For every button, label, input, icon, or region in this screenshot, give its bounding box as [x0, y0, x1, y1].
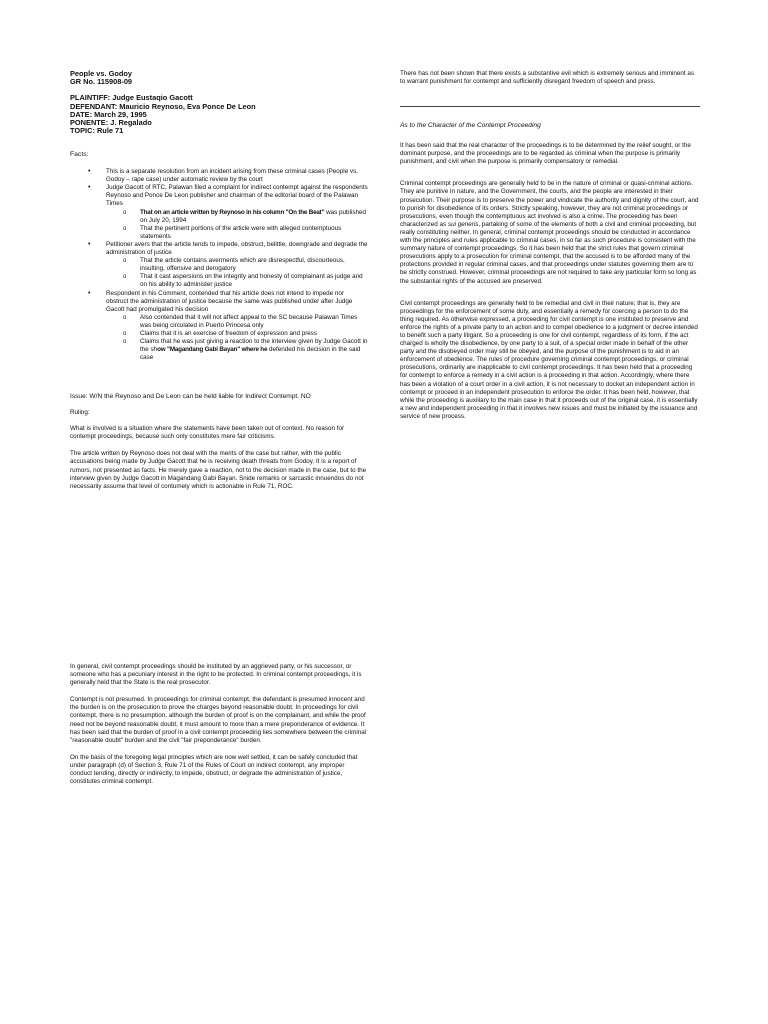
facts-section [70, 151, 368, 362]
list-item: o Claims that he was just giving a reaction to the interview given by Judge Gacott in the show "Magandang Gabi Bayan" where he defended his decision in the said case [140, 338, 368, 362]
list-item: o That the article contains averments which are disrespectful, discourteous, insulting, offensive and derogatory [140, 257, 368, 273]
plaintiff: PLAINTIFF: Judge Eustaqio Gacott [70, 93, 193, 103]
ruling-paragraph: The article written by Reynoso does not deal with the merits of the case but rather, with the public accusations being made by Judge Gacott that he is receiving death threats from Godoy. It is a report of rumors, not presented as facts. He merely gave a reaction, not to the decision made in the case, but to the interview given by Judge Gacott in Magandang Gabi Bayan. Snide remarks or sarcastic innuendos do not necessarily assume that level of contumely which is actionable in Rule 71, ROC. [70, 450, 367, 490]
list-item: • Judge Gacott of RTC, Palawan filed a complaint for indirect contempt against the respondents Reynoso and Ponce De Leon publisher and chairman of the editorial board of the Palawan Times o That on an article written by Reynoso in his column "On the Beat" was published on July 20, 1994 o That the pertinent portions of the article were with alleged contemptuous statements [106, 184, 368, 241]
paragraph: In general, civil contempt proceedings should be instituted by an aggrieved party, or his successor, or someone who has a pecuniary interest in the right to be protected. In criminal contempt proceedings, it is generally held that the State is the real prosecutor. [70, 663, 362, 687]
topic: TOPIC: Rule 71 [70, 126, 124, 136]
list-item: o That it cast aspersions on the integrity and honesty of complainant as judge and on his ability to administer justice [140, 273, 368, 289]
paragraph: Criminal contempt proceedings are generally held to be in the nature of criminal or quasi-criminal actions. They are punitive in nature, and the Government, the courts, and the people are interested in their prosecution. Their purpose is to preserve the power and vindicate the authority and dignity of the court, and to punish for disobedience of its orders. Strictly speaking, however, they are not criminal proceedings or prosecutions, even though the contemptuous act involved is also a crime. The proceeding has been characterized as sui generis, partaking of some of the elements of both a civil and criminal proceeding, but really constituting neither. In general, criminal contempt proceedings should be conducted in accordance with the principles and rules applicable to criminal cases, in so far as such procedure is consistent with the summary nature of contempt proceedings. So it has been held that the strict rules that govern criminal prosecutions apply to a prosecution for criminal contempt, that the accused is to be afforded many of the protections provided in regular criminal cases, and that proceedings under statutes governing them are to be strictly construed. However, criminal proceedings are not required to take any particular form so long as the substantial rights of the accused are preserved. [400, 180, 699, 285]
list-item: • Respondent in his Comment, contended that his article does not intend to impede nor obstruct the administration of justice because the same was published under after Judge Gacott had promulgated his decision o Also contended that it will not affect appeal to the SC because Palawan Times was being circulated in Puerto Princesa only o Claims that it is an exercise of freedom of expression and press o Claims that he was just giving a reaction to the interview given by Judge Gacott in the show "Magandang Gabi Bayan" where he defended his decision in the said case [106, 290, 368, 363]
case-header [70, 70, 368, 135]
section-subheading: As to the Character of the Contempt Proceeding [400, 122, 541, 129]
list-item: • Petitioner avers that the article tends to impede, obstruct, belittle, downgrade and degrade the administration of justice o That the article contains averments which are disrespectful, discourteous, insulting, offensive and derogatory o That it cast aspersions on the integrity and honesty of complainant as judge and on his ability to administer justice [106, 241, 368, 290]
ponente: PONENTE: J. Regalado [70, 118, 152, 128]
divider [400, 106, 700, 107]
paragraph: Contempt is not presumed. In proceedings for criminal contempt, the defendant is presumed innocent and the burden is on the prosecution to prove the charges beyond reasonable doubt. In proceedings for civil contempt, there is no presumption, although the burden of proof is on the complainant, and while the proof need not be beyond reasonable doubt, it must amount to more than a mere preponderance of evidence. It has been said that the burden of proof in a civil contempt proceeding lies somewhere between the criminal "reasonable doubt" burden and the civil "fair preponderance" burden. [70, 696, 367, 744]
lower-left-section [70, 663, 368, 786]
list-item: o That the pertinent portions of the article were with alleged contemptuous statements [140, 225, 368, 241]
paragraph: On the basis of the foregoing legal principles which are now well settled, it can be safely concluded that under paragraph (d) of Section 3, Rule 71 of the Rules of Court on indirect contempt, any improper conduct tending, directly or indirectly, to impede, obstruct, or degrade the administration of justice, constitutes criminal contempt. [70, 753, 358, 786]
list-item: o Claims that it is an exercise of freedom of expression and press [140, 330, 368, 338]
list-item: o Also contended that it will not affect appeal to the SC because Palawan Times was being circulated in Puerto Princesa only [140, 314, 368, 330]
paragraph: There has not been shown that there exists a substantive evil which is extremely serious and imminent as to warrant punishment for contempt and sufficiently disregard freedom of speech and press. [400, 70, 695, 86]
decision-date: DATE: March 29, 1995 [70, 109, 147, 119]
ruling-heading: Ruling: [70, 409, 90, 417]
list-item: • This is a separate resolution from an incident arising from these criminal cases (People vs. Godoy – rape case) under automatic review by the court [106, 168, 368, 184]
issue-text: Issue: W/N the Reynoso and De Leon can be held liable for Indirect Contempt. NO [70, 393, 311, 400]
issue-ruling-section [70, 393, 368, 491]
paragraph: It has been said that the real character of the proceedings is to be determined by the relief sought, or the dominant purpose, and the proceedings are to be regarded as criminal when the purpose is primarily punishment, and civil when the purpose is primarily compensatory or remedial. [400, 142, 691, 166]
sub-list [106, 209, 368, 241]
right-column-body [400, 122, 700, 421]
defendant: DEFENDANT: Mauricio Reynoso, Eva Ponce De Leon [70, 101, 256, 111]
sub-list [106, 314, 368, 363]
list-item: o That on an article written by Reynoso in his column "On the Beat" was published on July 20, 1994 [140, 209, 368, 225]
sub-list [106, 257, 368, 289]
ruling-paragraph: What is involved is a situation where the statements have been taken out of context. No reason for contempt proceedings, because such only constitutes mere fair criticisms. [70, 425, 345, 441]
case-title: People vs. Godoy [70, 69, 133, 78]
gr-number: GR No. 115908-09 [70, 77, 133, 87]
facts-heading: Facts: [70, 151, 89, 158]
right-top-paragraph [400, 70, 700, 86]
facts-list [70, 168, 368, 362]
paragraph: Civil contempt proceedings are generally held to be remedial and civil in their nature; that is, they are proceedings for the enforcement of some duty, and essentially a remedy for coercing a person to do the thing required. As otherwise expressed, a proceeding for civil contempt is one instituted to preserve and enforce the rights of a private party to an action and to compel obedience to a judgment or decree intended to benefit such a party litigant. So a proceeding is one for civil contempt, regardless of its form, if the act charged is wholly the disobedience, by one party to a suit, of a special order made in behalf of the other party and the disobeyed order may still be obeyed, and the purpose of the punishment is to aid in an enforcement of obedience. The rules of procedure governing criminal contempt proceedings, or criminal prosecutions, ordinarily are inapplicable to civil contempt proceedings. It has been held that a proceeding for contempt to enforce a remedy in a civil action is a proceeding in that action. Accordingly, where there has been a violation of a court order in a civil action, it is not necessary to docket an independent action in contempt or proceed in an independent prosecution to enforce the order. It has been held, however, that while the proceeding is auxiliary to the main case in that it proceeds out of the original case, it is essentially a new and independent proceeding in that it involves new issues and must be initiated by the issuance and service of new process. [400, 299, 698, 420]
